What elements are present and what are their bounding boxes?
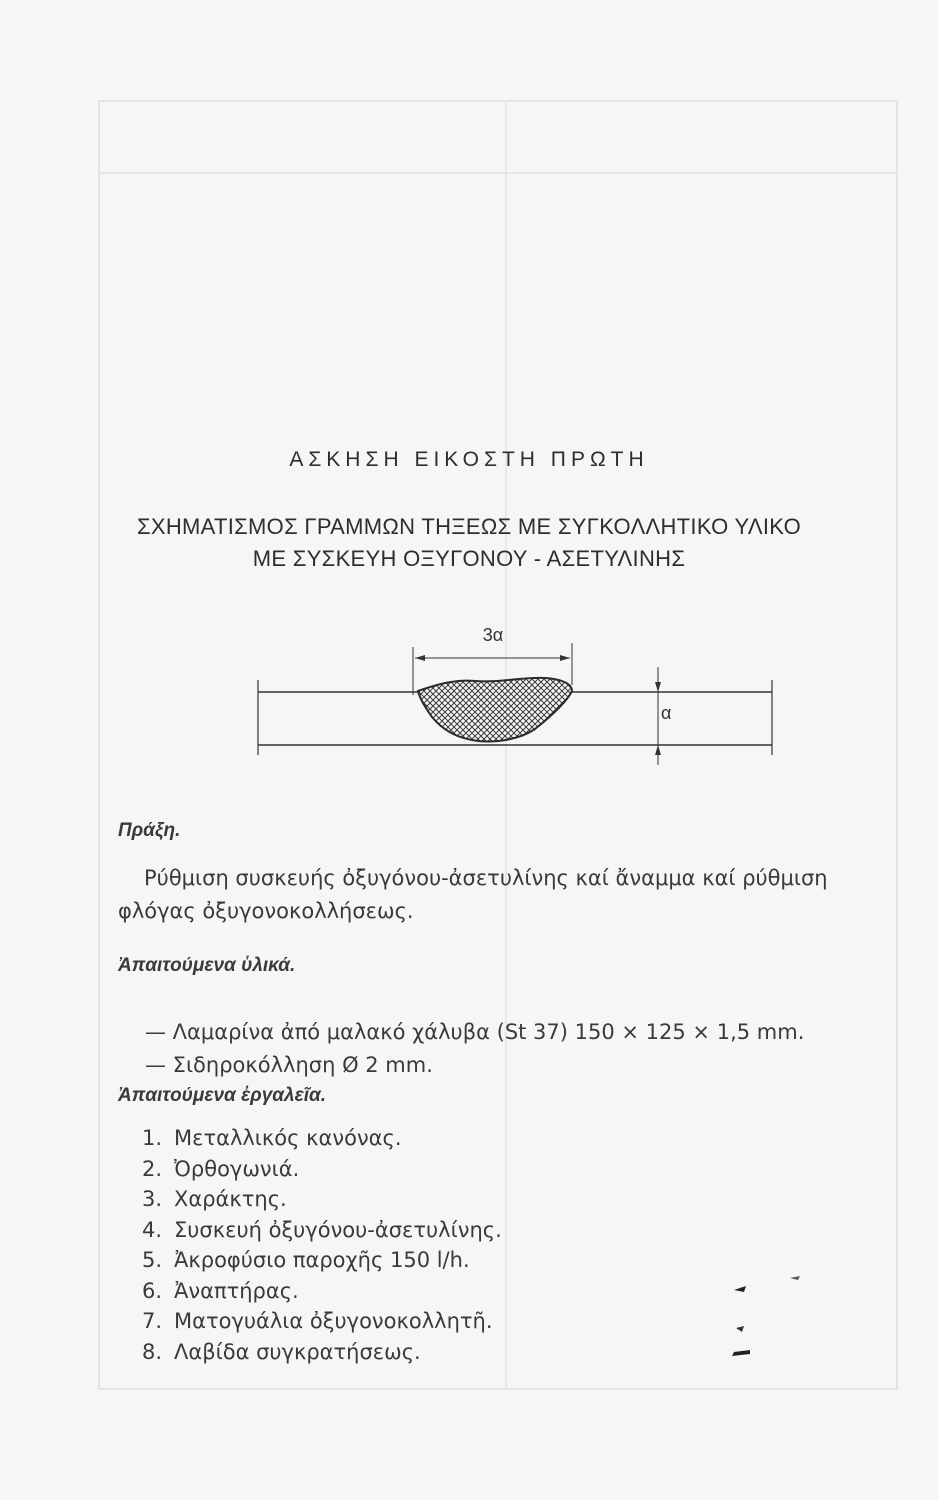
material-item-filler-rod: — Σιδηροκόλληση Ø 2 mm.	[145, 1053, 433, 1077]
tool-item	[142, 1218, 502, 1249]
tool-text: Μεταλλικός κανόνας.	[174, 1126, 402, 1150]
tool-number: 2.	[142, 1156, 163, 1181]
show-through-header-rule	[98, 172, 898, 174]
tools-heading: Ἀπαιτούμενα ἐργαλεῖα.	[118, 1085, 327, 1106]
materials-heading: Ἀπαιτούμενα ὑλικά.	[118, 955, 296, 976]
width-arrow-right	[560, 655, 570, 661]
width-arrow-left	[415, 655, 425, 661]
tool-text: Συσκευή ὀξυγόνου-ἀσετυλίνης.	[174, 1217, 502, 1242]
exercise-number: ΑΣΚΗΣΗ ΕΙΚΟΣΤΗ ΠΡΩΤΗ	[289, 448, 649, 471]
tool-text: Ματογυάλια ὀξυγονοκολλητῆ.	[174, 1309, 493, 1333]
tool-number: 4.	[142, 1217, 163, 1242]
tool-text: Ἀκροφύσιο παροχῆς 150 l/h.	[174, 1248, 470, 1272]
exercise-title-line-2: ΜΕ ΣΥΣΚΕΥΗ ΟΞΥΓΟΝΟΥ - ΑΣΕΤΥΛΙΝΗΣ	[252, 546, 686, 571]
tool-text: Λαβίδα συγκρατήσεως.	[174, 1339, 421, 1364]
procedure-text-line-1: Ρύθμιση συσκευής ὀξυγόνου-ἀσετυλίνης καί ἄναμμα καί ρύθμιση	[144, 866, 828, 890]
procedure-text-line-2: φλόγας ὀξυγονοκολλήσεως.	[118, 899, 414, 923]
tool-number: 6.	[142, 1278, 163, 1303]
tool-number: 8.	[142, 1339, 163, 1364]
exercise-title-line-1: ΣΧΗΜΑΤΙΣΜΟΣ ΓΡΑΜΜΩΝ ΤΗΞΕΩΣ ΜΕ ΣΥΓΚΟΛΛΗΤΙΚΟ ΥΛΙΚΟ	[136, 514, 802, 539]
tool-number: 3.	[142, 1187, 163, 1211]
depth-dimension-label: α	[661, 703, 672, 723]
tool-number: 1.	[142, 1126, 163, 1150]
tool-item	[142, 1187, 502, 1218]
tool-text: Χαράκτης.	[174, 1187, 287, 1211]
weld-bead-cross-section-figure	[250, 625, 790, 800]
ink-specks	[720, 1270, 810, 1370]
width-dimension-label: 3α	[482, 625, 504, 645]
tool-number: 5.	[142, 1248, 163, 1272]
material-item-sheet: — Λαμαρίνα ἀπό μαλακό χάλυβα (St 37) 150 × 125 × 1,5 mm.	[145, 1020, 805, 1044]
weld-diagram	[250, 625, 790, 800]
tool-text: Ὀρθογωνιά.	[174, 1156, 300, 1181]
tool-item	[142, 1248, 502, 1279]
tool-item	[142, 1340, 502, 1371]
tool-text: Ἀναπτήρας.	[174, 1278, 299, 1303]
tool-item	[142, 1309, 502, 1340]
tools-list	[142, 1126, 502, 1370]
depth-arrow-top	[655, 682, 661, 692]
procedure-heading: Πράξη.	[118, 820, 181, 841]
tool-item	[142, 1157, 502, 1188]
weld-bead	[418, 678, 572, 742]
tool-number: 7.	[142, 1309, 163, 1333]
tool-item	[142, 1279, 502, 1310]
depth-arrow-bottom	[655, 745, 661, 755]
tool-item	[142, 1126, 502, 1157]
